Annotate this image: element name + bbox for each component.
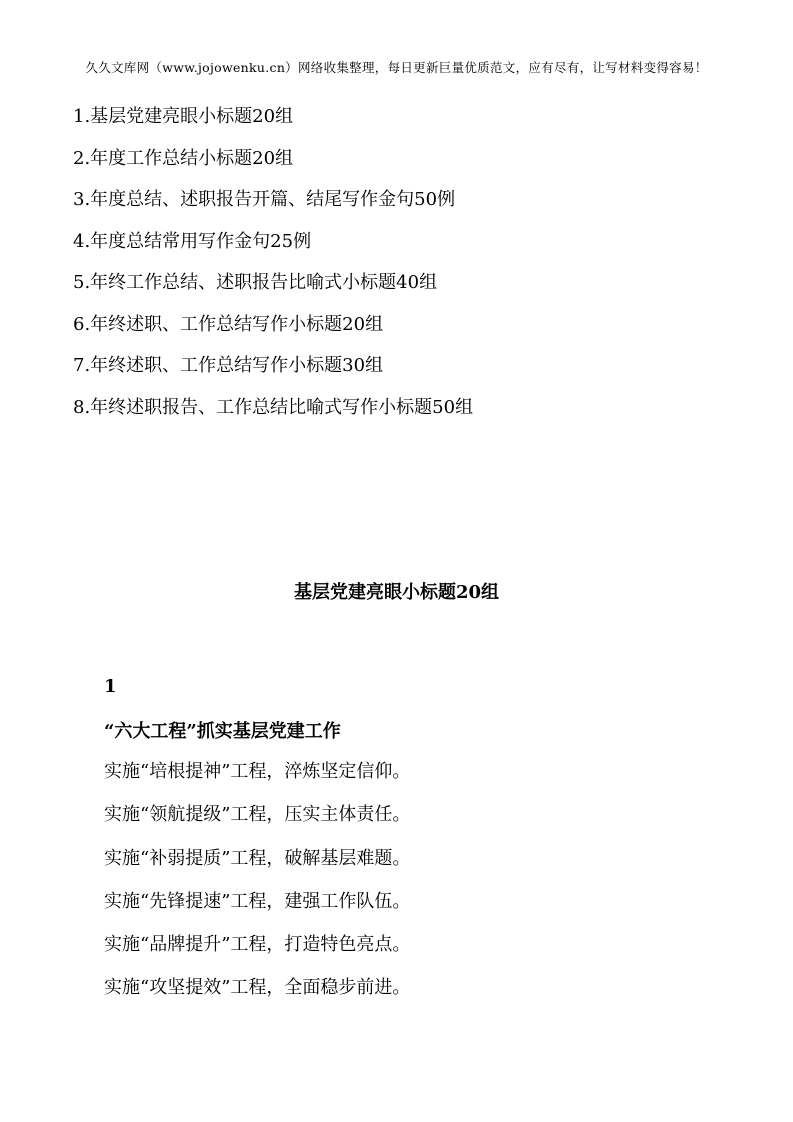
toc-item: 3.年度总结、述职报告开篇、结尾写作金句50例 (73, 189, 456, 210)
group-line: 实施“补弱提质”工程，破解基层难题。 (104, 847, 411, 869)
group-line: 实施“领航提级”工程，压实主体责任。 (104, 804, 411, 826)
group-heading: “六大工程”抓实基层党建工作 (104, 721, 341, 742)
group-number: 1 (104, 676, 117, 697)
toc-item: 4.年度总结常用写作金句25例 (73, 230, 312, 252)
group-lines (104, 757, 410, 1017)
table-of-contents (73, 102, 473, 434)
page-header-note: 久久文库网（www.jojowenku.cn）网络收集整理，每日更新巨量优质范文，应有尽有，让写材料变得容易！ (85, 60, 708, 75)
toc-item: 5.年终工作总结、述职报告比喻式小标题40组 (73, 272, 438, 293)
group-line: 实施“品牌提升”工程，打造特色亮点。 (104, 934, 411, 956)
group-line: 实施“先锋提速”工程，建强工作队伍。 (104, 890, 411, 912)
toc-item: 8.年终述职报告、工作总结比喻式写作小标题50组 (73, 396, 474, 418)
group-line: 实施“培根提神”工程，淬炼坚定信仰。 (104, 761, 411, 782)
toc-item: 6.年终述职、工作总结写作小标题20组 (73, 313, 384, 335)
toc-item: 1.基层党建亮眼小标题20组 (73, 106, 294, 127)
group-line: 实施“攻坚提效”工程，全面稳步前进。 (104, 977, 411, 999)
toc-item: 7.年终述职、工作总结写作小标题30组 (73, 355, 384, 376)
toc-item: 2.年度工作总结小标题20组 (73, 147, 294, 169)
section-title: 基层党建亮眼小标题20组 (293, 582, 500, 603)
